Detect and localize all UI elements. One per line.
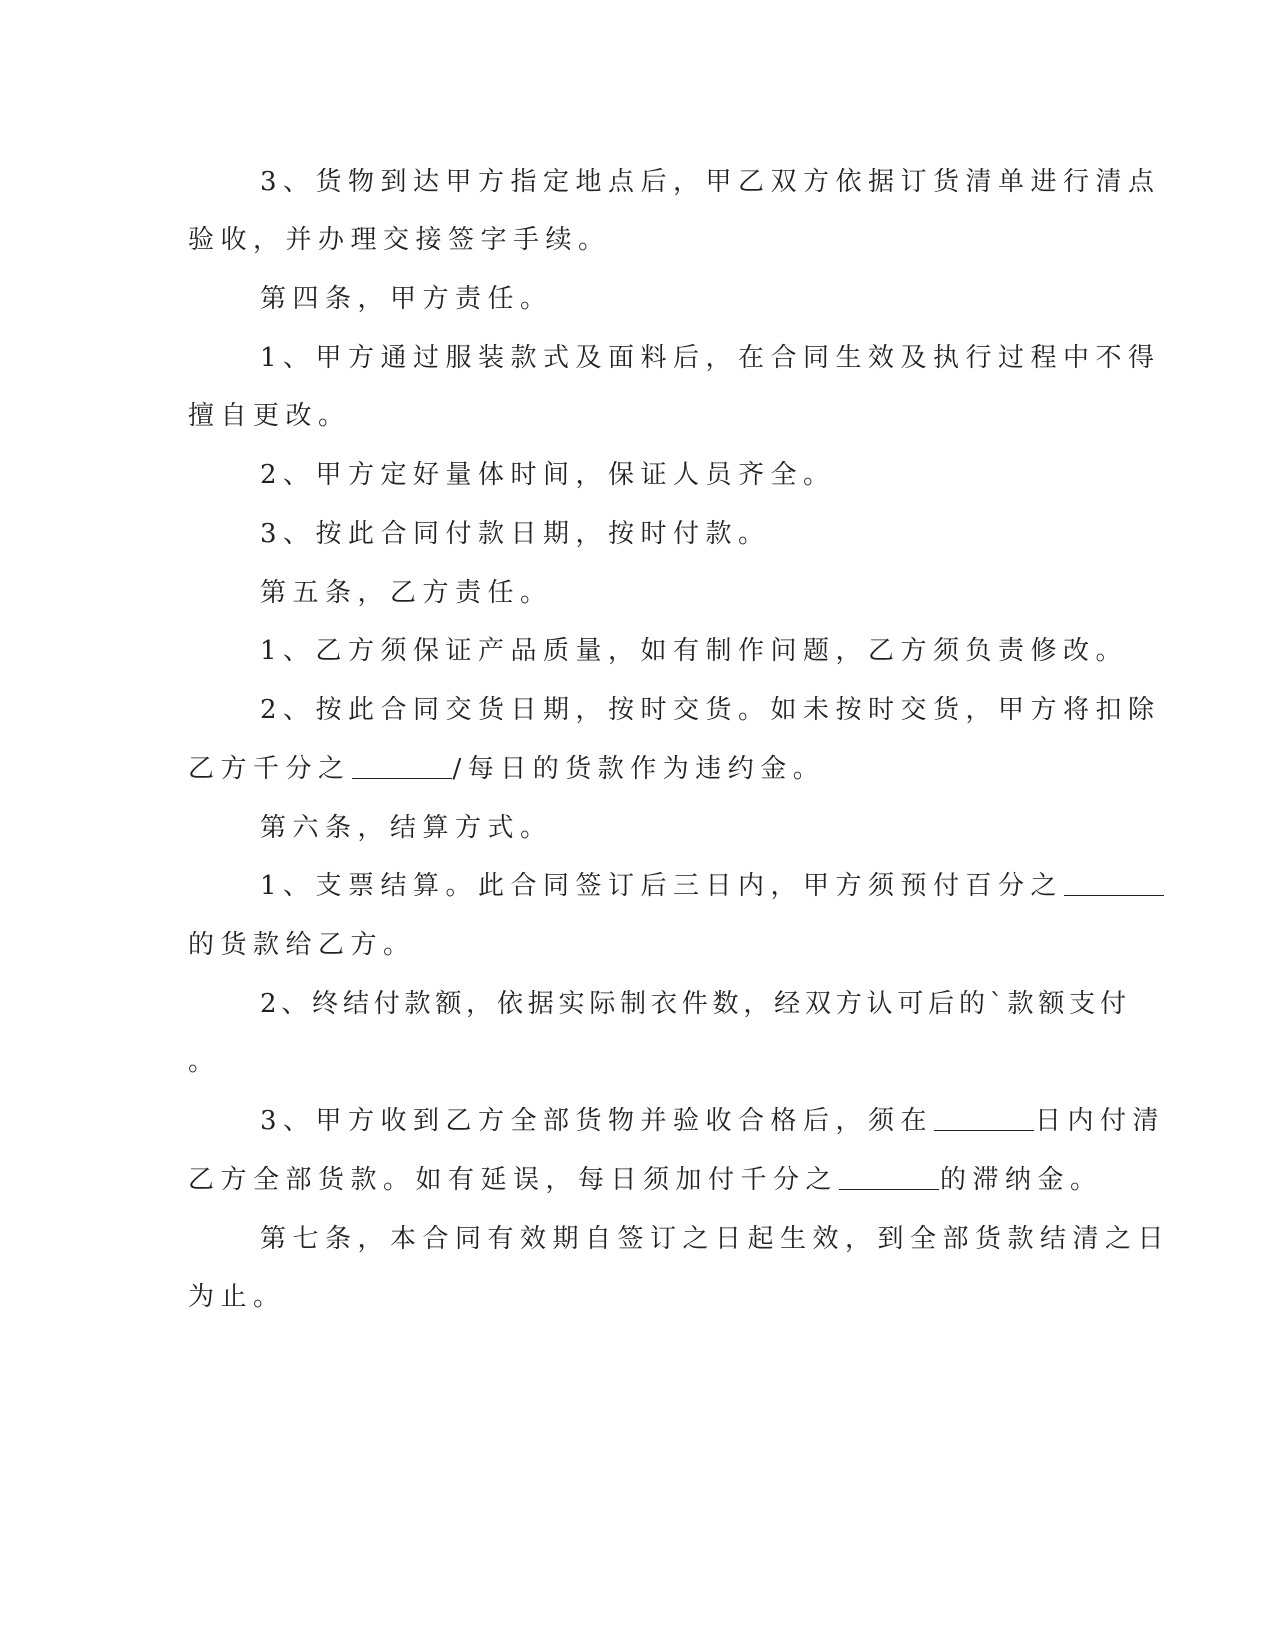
paragraph-line: 为止。: [188, 1282, 286, 1312]
fill-in-blank: [839, 1165, 939, 1190]
text-segment: 1、支票结算。此合同签订后三日内，甲方须预付百分之: [260, 871, 1064, 901]
paragraph-line: 3、按此合同付款日期，按时付款。: [260, 519, 771, 549]
text-segment: 的滞纳金。: [940, 1165, 1103, 1195]
paragraph-line: [188, 1163, 1103, 1197]
paragraph-line: [188, 752, 825, 786]
fill-in-blank: [1064, 871, 1164, 896]
section-heading: 第五条，乙方责任。: [260, 578, 553, 608]
paragraph-line: 2、甲方定好量体时间，保证人员齐全。: [260, 460, 836, 490]
section-heading: 第六条，结算方式。: [260, 813, 553, 843]
paragraph-line: 2、按此合同交货日期，按时交货。如未按时交货，甲方将扣除: [260, 695, 1161, 725]
text-segment: 日内付清: [1035, 1106, 1166, 1136]
text-segment: /每日的货款作为违约金。: [452, 754, 826, 784]
fill-in-blank: [352, 754, 452, 779]
paragraph-line: 3、货物到达甲方指定地点后，甲乙双方依据订货清单进行清点: [260, 167, 1161, 197]
section-heading: 第四条，甲方责任。: [260, 284, 553, 314]
paragraph-line: [260, 869, 1165, 903]
paragraph-line: 验收，并办理交接签字手续。: [188, 225, 611, 255]
text-segment: 乙方全部货款。如有延误，每日须加付千分之: [188, 1165, 839, 1195]
paragraph-line: 1、乙方须保证产品质量，如有制作问题，乙方须负责修改。: [260, 636, 1129, 666]
paragraph-line: 。: [188, 1047, 221, 1077]
paragraph-line: 的货款给乙方。: [188, 930, 416, 960]
text-segment: 3、甲方收到乙方全部货物并验收合格后，须在: [260, 1106, 934, 1136]
paragraph-line: 擅自更改。: [188, 401, 351, 431]
section-heading: 第七条，本合同有效期自签订之日起生效，到全部货款结清之日: [260, 1224, 1171, 1254]
paragraph-line: 2、终结付款额，依据实际制衣件数，经双方认可后的`款额支付: [260, 989, 1131, 1019]
fill-in-blank: [934, 1106, 1034, 1131]
text-segment: 乙方千分之: [188, 754, 351, 784]
paragraph-line: 1、甲方通过服装款式及面料后，在合同生效及执行过程中不得: [260, 343, 1161, 373]
paragraph-line: [260, 1104, 1165, 1138]
